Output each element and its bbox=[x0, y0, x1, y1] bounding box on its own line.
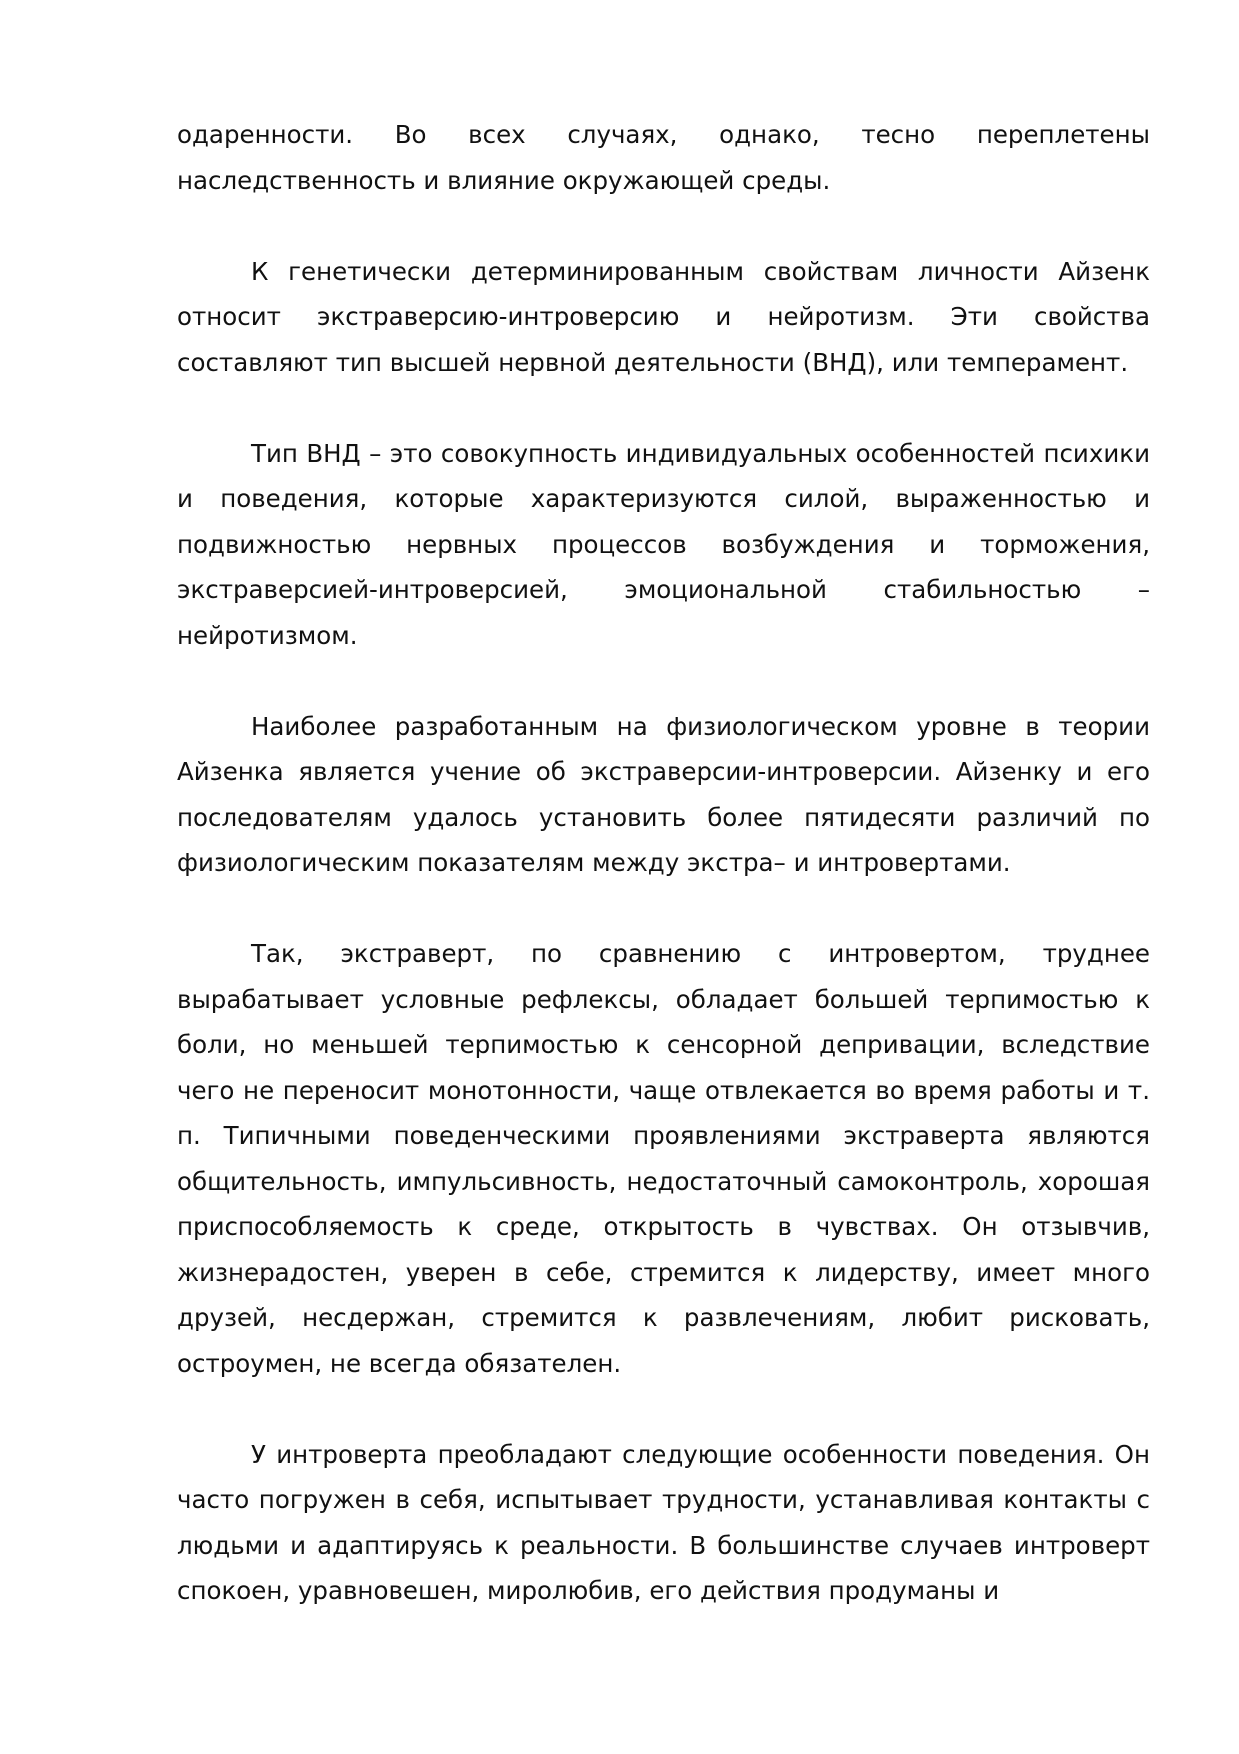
document-body bbox=[177, 112, 1150, 1614]
paragraph-2: К генетически детерминированным свойствам личности Айзенк относит экстраверсию-интроверсию и нейротизм. Эти свойства составляют тип высшей нервной деятельности (ВНД), или темперамент. bbox=[177, 256, 1150, 377]
paragraph-3: Тип ВНД – это совокупность индивидуальных особенностей психики и поведения, которые характеризуются силой, выраженностью и подвижностью нервных процессов возбуждения и торможения, экстраверсией-интроверсией, эмоциональной стабильностью – нейротизмом. bbox=[177, 438, 1150, 650]
paragraph-5: Так, экстраверт, по сравнению с интровертом, труднее вырабатывает условные рефлексы, обладает большей терпимостью к боли, но меньшей терпимостью к сенсорной депривации, вследствие чего не переносит монотонности, чаще отвлекается во время работы и т. п. Типичными поведенческими проявлениями экстраверта являются общительность, импульсивность, недостаточный самоконтроль, хорошая приспособляемость к среде, открытость в чувствах. Он отзывчив, жизнерадостен, уверен в себе, стремится к лидерству, имеет много друзей, несдержан, стремится к развлечениям, любит рисковать, остроумен, не всегда обязателен. bbox=[177, 939, 1150, 1378]
paragraph-6: У интроверта преобладают следующие особенности поведения. Он часто погружен в себя, испытывает трудности, устанавливая контакты с людьми и адаптируясь к реальности. В большинстве случаев интроверт спокоен, уравновешен, миролюбив, его действия продуманы и bbox=[177, 1439, 1150, 1605]
paragraph-1: одаренности. Во всех случаях, однако, тесно переплетены наследственность и влияние окружающей среды. bbox=[177, 120, 1150, 195]
paragraph-4: Наиболее разработанным на физиологическом уровне в теории Айзенка является учение об экстраверсии-интроверсии. Айзенку и его последователям удалось установить более пятидесяти различий по физиологическим показателям между экстра– и интровертами. bbox=[177, 711, 1150, 877]
